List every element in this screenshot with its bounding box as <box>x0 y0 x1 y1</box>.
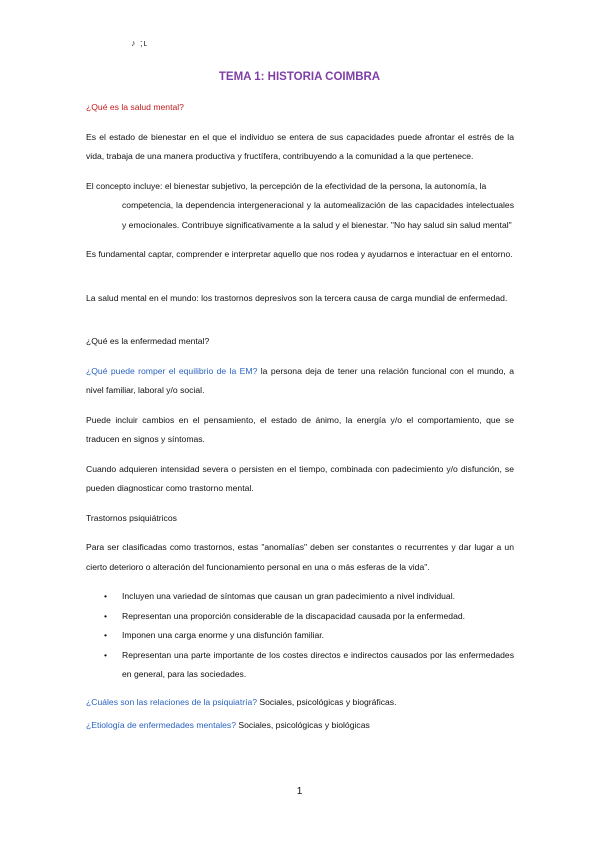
bullet-icon: • <box>104 610 108 621</box>
question-enfermedad-mental: ¿Qué es la enfermedad mental? <box>86 336 210 346</box>
header-scribble: ♪ ;ʟ <box>131 38 149 48</box>
paragraph-fundamental: Es fundamental captar, comprender e interpretar aquello que nos rodea y ayudarnos e interactuar en el entorno. <box>86 249 513 259</box>
paragraph-relaciones <box>86 693 514 713</box>
list-item <box>104 626 514 646</box>
bullet-icon: • <box>104 591 108 601</box>
list-item-text: Incluyen una variedad de síntomas que causan un gran padecimiento a nivel individual. <box>122 591 455 601</box>
paragraph-concept <box>86 177 514 236</box>
paragraph-equilibrio <box>86 362 514 401</box>
list-item-text: Representan una parte importante de los costes directos e indirectos causados por las enfermedades en general, para las sociedades. <box>122 649 514 679</box>
answer-etiologia: Sociales, psicológicas y biológicas <box>236 720 370 730</box>
list-item <box>104 587 514 607</box>
paragraph-etiologia <box>86 716 514 736</box>
bullet-icon: • <box>104 649 108 660</box>
question-equilibrio: ¿Qué puede romper el equilibrio de la EM? <box>86 365 258 376</box>
page-number: 1 <box>296 786 303 797</box>
trastornos-list <box>86 587 514 685</box>
paragraph-definition: Es el estado de bienestar en el que el individuo se entera de sus capacidades puede afrontar el estrés de la vida, trabaja de una manera productiva y fructífera, contribuyendo a la comunidad a la que pertenece. <box>86 131 514 161</box>
answer-relaciones: Sociales, psicológicas y biográficas. <box>257 696 397 707</box>
heading-trastornos: Trastornos psiquiátricos <box>86 512 177 523</box>
paragraph-intensidad: Cuando adquieren intensidad severa o persisten en el tiempo, combinada con padecimiento y/o disfunción, se pueden diagnosticar como trastorno mental. <box>86 463 514 493</box>
document-body <box>86 98 514 746</box>
question-salud-mental: ¿Qué es la salud mental? <box>86 102 184 112</box>
question-relaciones: ¿Cuáles son las relaciones de la psiquiatría? <box>86 696 258 707</box>
paragraph-clasificacion: Para ser clasificadas como trastornos, estas "anomalías" deben ser constantes o recurrentes y dar lugar a un cierto deterioro o alteración del funcionamiento personal en una o más esferas de la vida". <box>86 542 514 572</box>
page-title: TEMA 1: HISTORIA COIMBRA <box>218 71 381 83</box>
paragraph-world: La salud mental en el mundo: los trastornos depresivos son la tercera causa de carga mundial de enfermedad. <box>86 292 508 303</box>
answer-equilibrio: la persona deja de tener una relación funcional con el mundo, a nivel familiar, laboral y/o social. <box>86 365 514 395</box>
list-item-text: Representan una proporción considerable de la discapacidad causada por la enfermedad. <box>122 610 466 621</box>
paragraph-concept-continued: competencia, la dependencia intergeneracional y la automealización de las capacidades intelectuales y emocionales. Contribuye significativamente a la salud y el bienestar. "No hay salud sin salud mental" <box>122 200 514 230</box>
list-item-text: Imponen una carga enorme y una disfunción familiar. <box>122 630 325 640</box>
list-item <box>104 607 514 627</box>
paragraph-cambios: Puede incluir cambios en el pensamiento, el estado de ánimo, la energía y/o el comportamiento, que se traducen en signos y síntomas. <box>86 414 514 444</box>
list-item <box>104 646 514 685</box>
bullet-icon: • <box>104 630 108 640</box>
paragraph-concept-lead: El concepto incluye: el bienestar subjetivo, la percepción de la efectividad de la persona, la autonomía, la <box>86 180 487 191</box>
question-etiologia: ¿Etiología de enfermedades mentales? <box>86 720 237 730</box>
